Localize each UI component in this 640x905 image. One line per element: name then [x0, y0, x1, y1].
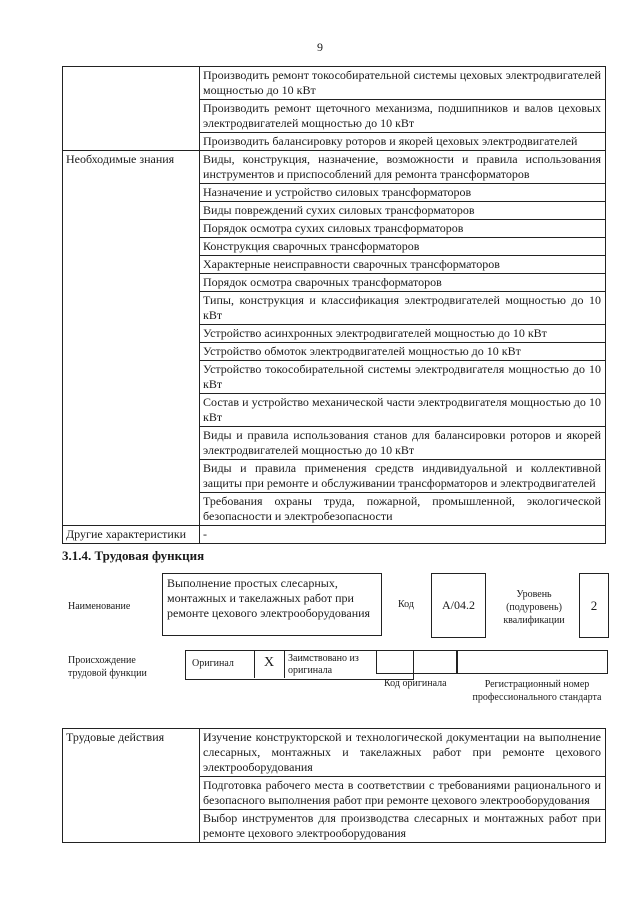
actions-table	[62, 728, 606, 843]
table-cell: Устройство токособирательной системы электродвигателя мощностью до 10 кВт	[200, 361, 606, 394]
table-cell: Производить ремонт токособирательной системы цеховых электродвигателей мощностью до 10 кВт	[200, 67, 606, 100]
code-box: A/04.2	[431, 573, 486, 638]
table-cell: -	[200, 526, 606, 544]
level-label: Уровень (подуровень) квалификации	[503, 589, 565, 626]
table-cell: Виды и правила использования станов для балансировки роторов и якорей электродвигателей мощностью до 10 кВт	[200, 427, 606, 460]
level-box: 2	[579, 573, 609, 638]
table-cell: Требования охраны труда, пожарной, промышленной, экологической безопасности и электробезопасности	[200, 493, 606, 526]
function-name-box: Выполнение простых слесарных, монтажных и такелажных работ при ремонте цехового электрооборудования	[162, 573, 382, 636]
table-cell: Виды, конструкция, назначение, возможности и правила использования инструментов и приспособлений для ремонта трансформаторов	[200, 151, 606, 184]
table-cell: Порядок осмотра сухих силовых трансформаторов	[200, 220, 606, 238]
table-row	[63, 67, 606, 100]
table-cell: Устройство обмоток электродвигателей мощностью до 10 кВт	[200, 343, 606, 361]
table-cell: Порядок осмотра сварочных трансформаторов	[200, 274, 606, 292]
table-cell: Конструкция сварочных трансформаторов	[200, 238, 606, 256]
table-cell: Виды и правила применения средств индивидуальной и коллективной защиты при ремонте и обслуживании трансформаторов и электродвигателей	[200, 460, 606, 493]
reg-number-box	[456, 650, 608, 674]
origin-code-label: Код оригинала	[384, 678, 447, 689]
table-cell: Производить ремонт щеточного механизма, подшипников и валов цеховых электродвигателей мощностью до 10 кВт	[200, 100, 606, 133]
knowledge-table	[62, 66, 606, 544]
table-cell: Подготовка рабочего места в соответствии с требованиями рационального и безопасного выполнения работ при ремонте цехового электрооборудования	[200, 777, 606, 810]
table-cell: Выбор инструментов для производства слесарных и монтажных работ при ремонте цехового электрооборудования	[200, 810, 606, 843]
table-cell: Виды повреждений сухих силовых трансформаторов	[200, 202, 606, 220]
table-row	[63, 151, 606, 184]
divider	[254, 650, 255, 678]
origin-code-box	[376, 650, 458, 674]
table-cell: Изучение конструкторской и технологической документации на выполнение слесарных, монтажных и такелажных работ при ремонте цехового электрооборудования	[200, 729, 606, 777]
row-label	[63, 67, 200, 151]
table-row	[63, 729, 606, 777]
origin-label: Происхождение трудовой функции	[68, 655, 147, 679]
table-cell: Характерные неисправности сварочных трансформаторов	[200, 256, 606, 274]
row-label-actions: Трудовые действия	[63, 729, 200, 843]
divider	[284, 650, 285, 678]
borrowed-label: Заимствовано из оригинала	[288, 653, 359, 676]
table-row	[63, 526, 606, 544]
original-label: Оригинал	[192, 658, 234, 669]
row-label-knowledge: Необходимые знания	[63, 151, 200, 526]
original-mark: X	[264, 655, 275, 670]
table-cell: Устройство асинхронных электродвигателей мощностью до 10 кВт	[200, 325, 606, 343]
table-cell: Производить балансировку роторов и якорей цеховых электродвигателей	[200, 133, 606, 151]
page-number: 9	[317, 40, 323, 54]
table-cell: Назначение и устройство силовых трансформаторов	[200, 184, 606, 202]
code-label: Код	[398, 599, 414, 610]
table-cell: Состав и устройство механической части электродвигателя мощностью до 10 кВт	[200, 394, 606, 427]
section-title: 3.1.4. Трудовая функция	[62, 548, 205, 563]
row-label-other: Другие характеристики	[63, 526, 200, 544]
reg-number-label: Регистрационный номер профессионального стандарта	[472, 679, 602, 703]
name-label: Наименование	[68, 601, 131, 612]
table-cell: Типы, конструкция и классификация электродвигателей мощностью до 10 кВт	[200, 292, 606, 325]
